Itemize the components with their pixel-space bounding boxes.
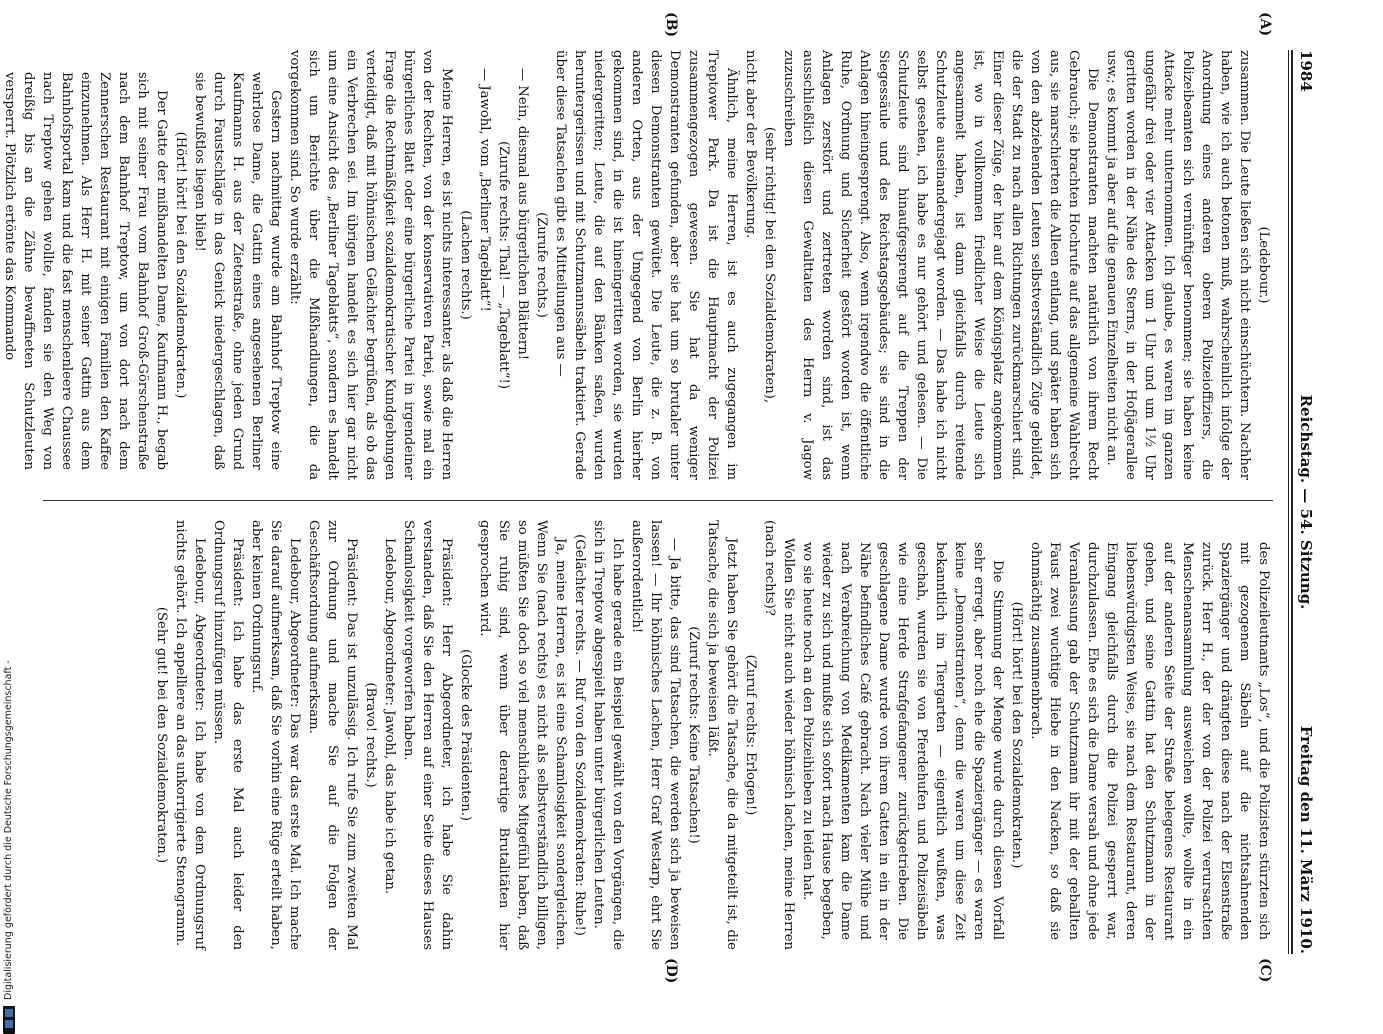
interjection: (Zuruf rechts: Erlogen!) <box>743 654 758 816</box>
paragraph: nicht aber der Bevölkerung. <box>743 50 758 239</box>
text-column-left <box>2 50 1273 480</box>
interjection: (Zurufe rechts: Thal! — „Tageblatt“!) <box>496 141 511 389</box>
margin-marker-b: (B) <box>663 12 679 38</box>
paragraph: Meine Herren, es ist nichts interessanter, als daß die Herren von der Rechten, von der konservativen Partei, sowie mal ein bürgerliches Blatt oder eine bürgerliche Partei in irgendeiner Frage die Rechtmäßigkeit sozialdemokratischer Kundgebungen verteidigt, daß mit höhnischem Gelächter begrüßen, als ob das ein Verbrechen sei. Im übrigen handelt es sich hier gar nicht um eine Ansicht des „Berliner Tageblatts“, sondern es handelt sich um Berichte über die Mißhandlungen, die da vorgekommen sind. So wurde erzählt: <box>287 50 454 480</box>
paragraph: Jetzt haben Sie gehört die Tatsache, die da mitgeteilt ist, die Tatsache, die sich ja beweisen läßt. <box>705 520 739 950</box>
header-rule-thin <box>1288 50 1289 954</box>
interjection: (Bravo! rechts.) <box>363 682 378 788</box>
speech-president: Präsident: Herr Abgeordneter, ich habe Sie dahin verstanden, daß Sie den Herren auf einer Seite dieses Hauses Schamlosigkeit vorgeworfen haben. <box>401 520 454 950</box>
quote-paragraph: Die Stimmung der Menge wurde durch diesen Vorfall sehr erregt, aber noch ehe die Spaziergänger — es waren keine „Demonstranten“, denn die waren um diese Zeit bekanntlich im Tiergarten — eigentlich wußten, was geschah, wurden sie von Pferdehufen und Polizeisäbeln wie eine Herde Strafgefangener zurückgetrieben. Die geschlagene Dame wurde von ihrem Gatten in ein in der Nähe befindliches Café gebracht. Nach vieler Mühe und nach Verabreichung von Medikamenten kam die Dame wieder zu sich und mußte sich sofort nach Hause begeben, wo sie heute noch an den Polizeihieben zu leiden hat. <box>800 542 1005 940</box>
interjection: (Hört! hört! bei den Sozialdemokraten.) <box>173 131 188 399</box>
paragraph: Die Demonstranten machten natürlich von ihrem Recht Gebrauch; sie brachten Hochrufe auf das allgemeine Wahlrecht aus, sie marschierten die Alleen entlang, und später haben sich von den abziehenden Leuten selbstverständlich Züge gebildet, die der Stadt zu nach allen Richtungen zurückmarschiert sind. Einer dieser Züge, der hier auf dem Königsplatz angekommen ist, wo in vollkommen friedlicher Weise die Leute sich angesammelt haben, ist dann gleichfalls durch reitende Schutzleute auseinandergejagt worden. — Das habe ich nicht selbst gesehen, ich habe es nur gehört und gelesen. — Die Schutzleute sind hinaufgesprengt auf die Treppen der Siegessäule und des Reichstagsgebäudes; sie sind in die Anlagen hineingesprengt. Also, wenn irgendwo die öffentliche Ruhe, Ordnung und Sicherheit gestört worden ist, wenn Anlagen zerstört und zertreten worden sind, ist das ausschließlich diesen Gewalttaten des Herrn v. Jagow zuzuschreiben <box>781 50 1100 480</box>
page-header <box>1289 50 1319 954</box>
paragraph: Ja, meine Herren, es ist eine Schamlosigkeit sondergleichen. Wenn Sie (nach rechts) es nicht als selbstverständlich billigen, so müßten Sie doch so viel menschliches Mitgefühl haben, daß Sie ruhig sind, wenn über derartige Brutalitäten hier gesprochen wird. <box>477 520 568 950</box>
paragraph: Wollen Sie nicht auch wieder höhnisch lachen, meine Herren (nach rechts)? <box>762 520 796 950</box>
dfg-logo-icon <box>3 1006 15 1034</box>
interjection: (Gelächter rechts. — Ruf von den Sozialdemokraten: Ruhe!) <box>572 534 587 936</box>
interjection: (Lachen rechts.) <box>458 210 473 320</box>
margin-marker-a: (A) <box>1257 12 1273 37</box>
speech-ledebour: Ledebour, Abgeordneter: Jawohl, das habe ich getan. <box>382 538 397 895</box>
paragraph: — Jawohl, vom „Berliner Tageblatt“! <box>477 68 492 312</box>
page-date: Freitag den 11. März 1910. <box>1297 725 1315 954</box>
interjection: (sehr richtig! bei den Sozialdemokraten), <box>762 126 777 404</box>
dfg-sidebar <box>2 40 16 1000</box>
speech-president: Präsident: Ich habe das erste Mal auch leider den Ordnungsruf hinzufügen müssen. <box>211 520 245 950</box>
interjection: (Sehr gut! bei den Sozialdemokraten.) <box>154 606 169 864</box>
margin-marker-d: (D) <box>663 958 679 984</box>
speech-ledebour: Ledebour, Abgeordneter: Das war das erste Mal. Ich mache Sie darauf aufmerksam, daß Sie vorhin eine Rüge erteilt haben, aber keinen Ordnungsruf. <box>249 520 302 950</box>
interjection: (Hört! hört! bei den Sozialdemokraten.) <box>1009 601 1024 869</box>
interjection: (Glocke des Präsidenten.) <box>458 648 473 822</box>
speech-president: Präsident: Das ist unzulässig. Ich rufe Sie zum zweiten Mal zur Ordnung und mache Sie auf die Folgen der Geschäftsordnung aufmerksam. <box>306 520 359 950</box>
paragraph: — Nein, diesmal aus bürgerlichen Blättern! <box>515 68 530 361</box>
speaker-label: (Ledebour.) <box>1256 226 1271 304</box>
dfg-credit-text: Digitalisierung gefördert durch die Deutsche Forschungsgemeinschaft - <box>3 660 14 1000</box>
interjection: (Zurufe rechts.) <box>534 212 549 318</box>
header-rule <box>1291 50 1293 954</box>
speech-ledebour: Ledebour, Abgeordneter: Ich habe von dem Ordnungsruf nichts gehört. Ich appelliere an das unkorrigierte Stenogramm. <box>173 520 207 950</box>
quote-paragraph: Der Gatte der mißhandelten Dame, Kaufmann H., begab sich mit seiner Frau vom Bahnhof Groß-Görschenstraße nach dem Bahnhof Treptow, um von dort nach dem Zennerschen Restaurant mit einigen Familien den Kaffee einzunehmen. Als Herr H. mit seiner Gattin aus dem Bahnhofsportal kam und die fast menschenleere Chaussee nach Treptow gehen wollte, fanden sie den Weg von dreißig bis an die Zähne bewaffneten Schutzleuten versperrt. Plötzlich ertönte das Kommando <box>2 72 169 470</box>
quote-paragraph: Gestern nachmittag wurde am Bahnhof Treptow eine wehrlose Dame, die Gattin eines angesehenen Berliner Kaufmanns H. aus der Zietenstraße, ohne jeden Grund durch Faustschläge in das Genick niedergeschlagen, daß sie bewußtlos liegen blieb! <box>192 72 283 470</box>
column-divider <box>43 500 1273 501</box>
interjection: (Zuruf rechts: Keine Tatsachen!) <box>686 626 701 844</box>
text-column-right <box>43 520 1273 950</box>
paragraph: zusammen. Die Leute ließen sich nicht einschüchtern. Nachher haben, wie ich auch betonen muß, wahrscheinlich infolge der Anordnung eines anderen oberen Polizeioffiziers, die Polizeibeamten sich vernünftiger benommen; sie haben keine Attacke mehr unternommen. Ich glaube, es waren im ganzen ungefähr drei oder vier Attacken um 1 Uhr und um 1½ Uhr geritten worden in der Nähe des Sterns, in der Hofjägerallee usw.; es kommt ja aber auf die genauen Einzelheiten nicht an. <box>1104 50 1252 480</box>
paragraph: Ähnlich, meine Herren, ist es auch zugegangen im Treptower Park. Da ist die Hauptmacht der Polizei zusammengezogen gewesen. Sie hat da weniger Demonstranten gefunden, aber sie hat um so brutaler unter diesen Demonstranten gewütet. Die Leute, die z. B. von anderen Orten, aus der Umgegend von Berlin hierher gekommen sind, in die ist hineingeritten worden, sie wurden niedergeritten; Leute, die auf den Bänken saßen, wurden heruntergerissen und mit Schutzmannssäbeln traktiert. Gerade über diese Tatsachen gibt es Mitteilungen aus — <box>553 50 739 480</box>
paragraph: Ich habe gerade ein Beispiel gewählt von den Vorgängen, die sich in Treptow abgespielt haben unter bürgerlichen Leuten. <box>591 520 625 950</box>
paragraph: — Ja bitte, das sind Tatsachen, die werden sich ja beweisen lassen! — Ihr höhnisches Lachen, Herr Graf Westarp, ehrt Sie außerordentlich! <box>629 520 682 950</box>
page-number: 1984 <box>1297 50 1315 92</box>
quote-paragraph: des Polizeileutnants „Los“, und die Polizisten stürzten sich mit gezogenem Säbeln auf die nichtsahnenden Spaziergänger und drängten diese nach der Elsenstraße zurück. Herr H., der der von der Polizei verursachten Menschenansammlung ausweichen wollte, wollte in ein auf der anderen Seite der Straße belegenes Restaurant gehen, und seine Gattin hat den Schutzmann in der liebenswürdigsten Weise, sie nach dem Restaurant, deren Eingang gleichfalls durch die Polizei gesperrt war, durchzulassen. Ehe es sich die Dame versah und ohne jede Veranlassung gab der Schutzmann ihr mit der geballten Faust zwei wuchtige Hiebe in den Nacken, so daß sie ohnmächtig zusammenbrach. <box>1028 542 1271 940</box>
margin-marker-c: (C) <box>1257 958 1273 983</box>
page-title: Reichstag. — 54. Sitzung. <box>1297 394 1315 610</box>
